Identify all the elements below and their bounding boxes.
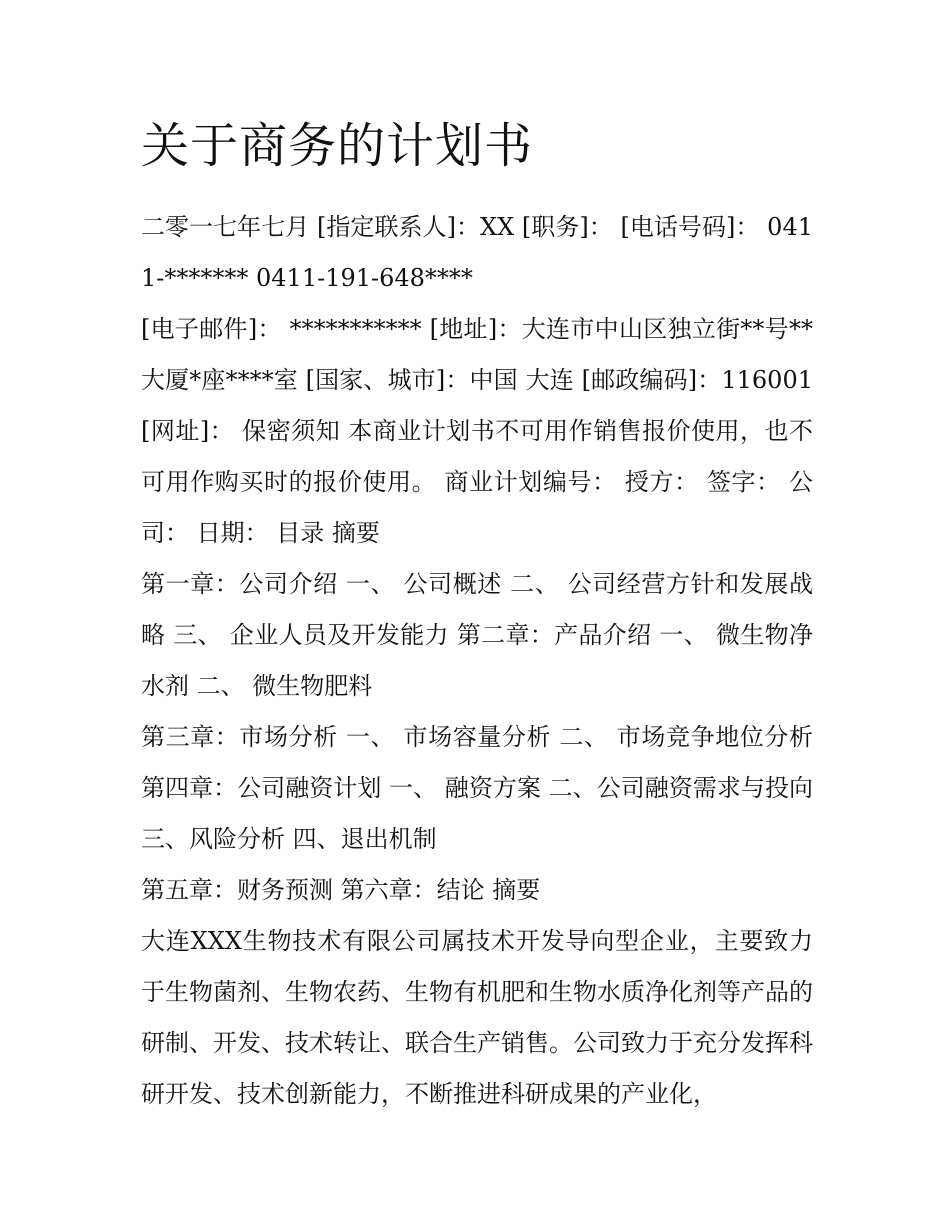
document-page — [141, 112, 813, 1120]
paragraph-address-and-notice: [电子邮件]： *********** [地址]：大连市中山区独立街**号**大厦*座****室 [国家、城市]：中国 大连 [邮政编码]：116001 [网址]： 保密须知 本商业计划书不可用作销售报价使用，也不可用作购买时的报价使用。 商业计划编号： 授方： 签字： 公司： 日期： 目录 摘要 — [141, 315, 813, 547]
paragraph-summary: 大连XXX生物技术有限公司属技术开发导向型企业，主要致力于生物菌剂、生物农药、生物有机肥和生物水质净化剂等产品的研制、开发、技术转让、联合生产销售。公司致力于充分发挥科研开发、技术创新能力，不断推进科研成果的产业化， — [141, 927, 813, 1108]
paragraph-toc-chapters-5-6: 第五章：财务预测 第六章：结论 摘要 — [141, 876, 541, 904]
document-body — [141, 202, 813, 1120]
paragraph-toc-chapters-3-4: 第三章：市场分析 一、 市场容量分析 二、 市场竞争地位分析 第四章：公司融资计划 一、 融资方案 二、公司融资需求与投向 三、风险分析 四、退出机制 — [141, 723, 813, 853]
paragraph-contact-info: 二零一七年七月 [指定联系人]：XX [职务]： [电话号码]： 0411-******* 0411-191-648**** — [141, 213, 813, 292]
document-title: 关于商务的计划书 — [141, 118, 534, 174]
paragraph-toc-chapters-1-2: 第一章：公司介绍 一、 公司概述 二、 公司经营方针和发展战略 三、 企业人员及开发能力 第二章：产品介绍 一、 微生物净水剂 二、 微生物肥料 — [141, 570, 813, 700]
